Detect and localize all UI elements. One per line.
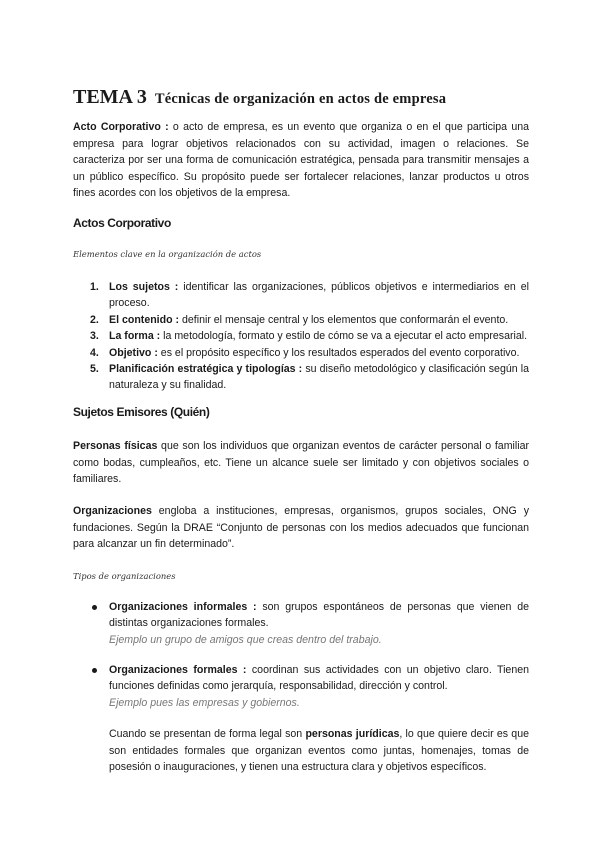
list-item xyxy=(73,662,529,711)
page-title xyxy=(73,74,446,111)
list-item xyxy=(73,345,529,361)
bullet-icon xyxy=(92,605,97,610)
list-item xyxy=(73,279,529,312)
paragraph-text: que son los individuos que organizan eventos de carácter personal o familiar como bodas, cumpleaños, etc. Tiene un alcance suele ser limitado y con objetivos sociales o familiares. xyxy=(73,440,530,486)
list-item xyxy=(73,312,529,328)
item-text: definir el mensaje central y los elementos que conformarán el evento. xyxy=(179,313,509,326)
item-text: identificar las organizaciones, públicos objetivos e intermediarios en el proceso. xyxy=(109,281,529,310)
item-text: su diseño metodológico y clasificación según la naturaleza y su finalidad. xyxy=(109,363,529,392)
item-number: 2. xyxy=(90,313,99,326)
item-example: Ejemplo pues las empresas y gobiernos. xyxy=(109,696,300,709)
paragraph-term: Personas físicas xyxy=(73,440,158,452)
org-types-list xyxy=(73,599,529,648)
paragraph-text-before: Cuando se presentan de forma legal son xyxy=(109,728,306,740)
item-number: 3. xyxy=(90,330,99,343)
paragraph-personas-fisicas xyxy=(73,438,529,488)
org-types-list-2 xyxy=(73,662,529,711)
list-item xyxy=(73,361,529,394)
item-term: El contenido : xyxy=(109,313,180,326)
subheading-elementos: Elementos clave en la organización de actos xyxy=(73,249,262,259)
item-term: Objetivo : xyxy=(109,346,158,359)
subheading-tipos: Tipos de organizaciones xyxy=(73,571,176,581)
paragraph-organizaciones xyxy=(73,503,529,553)
intro-term: Acto Corporativo : xyxy=(73,121,169,133)
paragraph-personas-juridicas xyxy=(109,726,529,776)
intro-paragraph xyxy=(73,119,529,202)
item-term: Organizaciones informales : xyxy=(109,601,257,613)
item-text: son grupos espontáneos de personas que vienen de distintas organizaciones formales. xyxy=(109,601,529,630)
item-term: Organizaciones formales : xyxy=(109,664,247,676)
bullet-icon xyxy=(92,668,97,673)
list-item xyxy=(73,328,529,344)
paragraph-text-after: , lo que quiere decir es que son entidades formales que organizan eventos como juntas, homenajes, tomas de posesión o inauguraciones, y tienen una estructura clara y objetivos específicos. xyxy=(109,728,529,774)
elements-list xyxy=(73,279,529,394)
item-term: Planificación estratégica y tipologías : xyxy=(109,363,303,376)
title-subject: Técnicas de organización en actos de empresa xyxy=(154,91,447,107)
list-item xyxy=(73,599,529,648)
paragraph-term: personas jurídicas xyxy=(305,728,400,740)
title-topic: TEMA 3 xyxy=(73,86,147,108)
item-number: 1. xyxy=(90,281,99,293)
intro-text: o acto de empresa, es un evento que organiza o en el que participa una empresa para lograr objetivos relacionados con su actividad, imagen o relaciones. Se caracteriza por ser una forma de comunicación estratégica, pensada para transmitir mensajes a un público específico. Su propósito puede ser fortalecer relaciones, lanzar productos u otros fines acordes con los objetivos de la empresa. xyxy=(73,121,529,200)
section-heading-sujetos: Sujetos Emisores (Quién) xyxy=(73,405,210,419)
item-number: 5. xyxy=(90,363,99,376)
paragraph-text: engloba a instituciones, empresas, organismos, grupos sociales, ONG y fundaciones. Según la DRAE “Conjunto de personas con los medios adecuados que funcionan para alcanzar un fin determinado”. xyxy=(73,505,529,551)
section-heading-actos: Actos Corporativo xyxy=(73,216,171,230)
item-term: La forma : xyxy=(109,330,161,343)
item-text: es el propósito específico y los resultados esperados del evento corporativo. xyxy=(157,346,520,359)
item-example: Ejemplo un grupo de amigos que creas dentro del trabajo. xyxy=(109,633,382,646)
item-text: coordinan sus actividades con un objetivo claro. Tienen funciones definidas como jerarquía, responsabilidad, dirección y control. xyxy=(109,664,530,693)
item-term: Los sujetos : xyxy=(109,281,179,293)
item-text: la metodología, formato y estilo de cómo se va a ejecutar el acto empresarial. xyxy=(160,330,528,343)
paragraph-term: Organizaciones xyxy=(73,505,152,517)
item-number: 4. xyxy=(90,346,99,359)
